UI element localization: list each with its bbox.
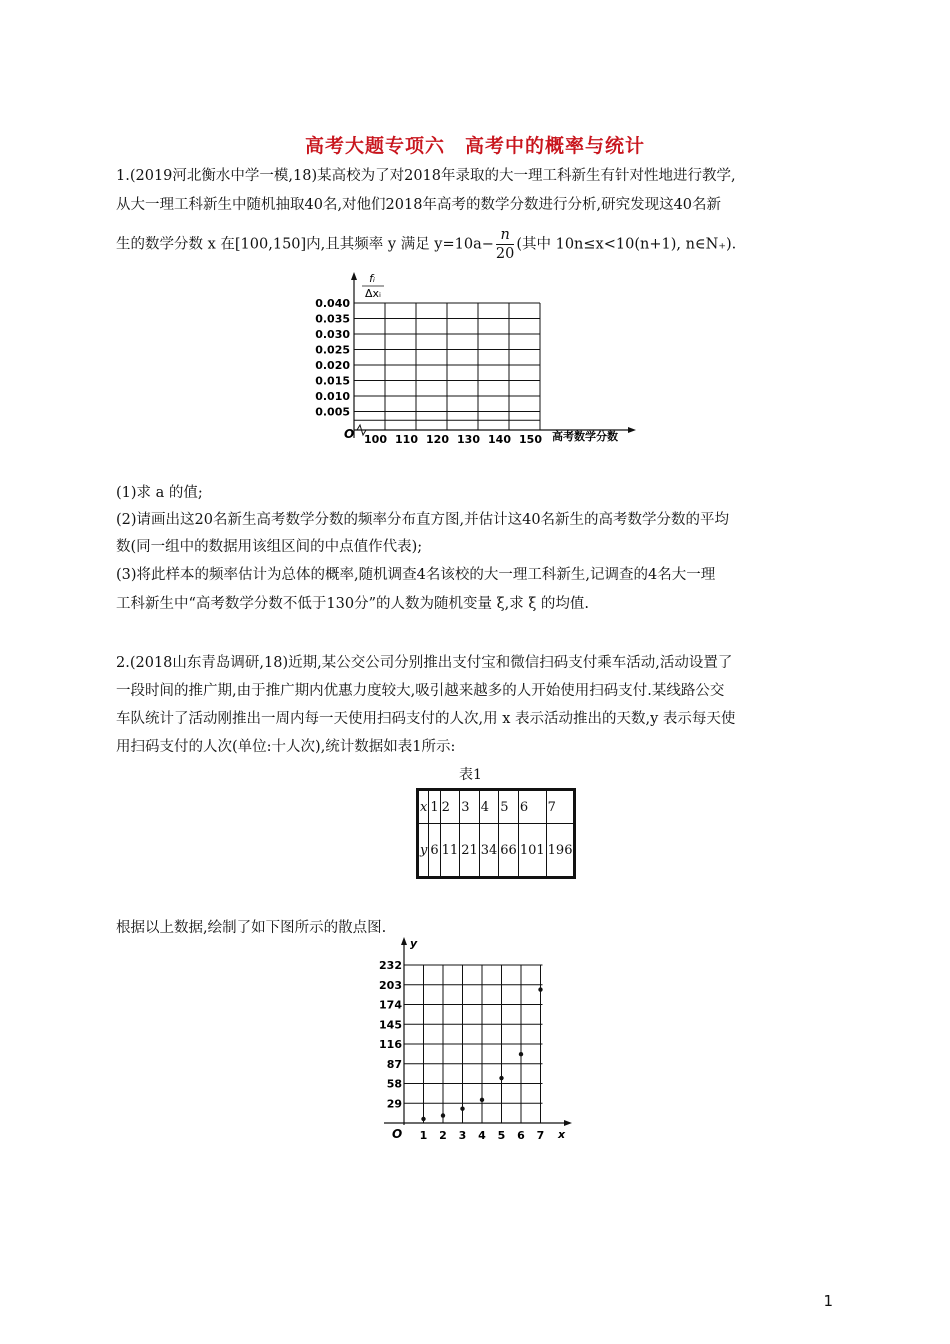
grid: [404, 965, 543, 1123]
histogram-grid-chart: [300, 268, 650, 448]
table-row-y: [418, 824, 575, 878]
table-cell: 196: [546, 824, 575, 878]
scatter-point: [421, 1117, 425, 1121]
q2-line2: 一段时间的推广期,由于推广期内优惠力度较大,吸引越来越多的人开始使用扫码支付.某线路公交: [116, 683, 725, 699]
q1-line1: 1.(2019河北衡水中学一模,18)某高校为了对2018年录取的大一理工科新生有针对性地进行教学,: [116, 168, 736, 184]
y-tick-label: 0.015: [315, 374, 350, 388]
y-tick-label: 0.025: [315, 343, 350, 357]
scatter-chart: [370, 935, 580, 1150]
q1-line3-a: 生的数学分数 x 在[100,150]内,且其频率 y 满足 y=10a−: [116, 236, 494, 253]
origin-label: O: [344, 427, 355, 441]
table-caption: 表1: [459, 767, 482, 783]
y-tick-label: 174: [379, 998, 402, 1012]
table-cell: 1: [429, 790, 440, 824]
x-tick-label: 5: [497, 1129, 506, 1142]
table-cell: 34: [479, 824, 499, 878]
y-axis-arrow-icon: [351, 272, 357, 280]
x-tick-label: 7: [536, 1129, 545, 1142]
table-cell: 21: [460, 824, 480, 878]
table-cell: 66: [499, 824, 519, 878]
y-tick-label: 0.010: [315, 390, 350, 403]
x-tick-label: 2: [439, 1129, 447, 1142]
table-cell: 11: [440, 824, 460, 878]
scatter-point: [441, 1113, 445, 1117]
q1-line3: [116, 226, 736, 263]
y-tick-label: 203: [379, 978, 402, 992]
q1-sub2-line1: (2)请画出这20名新生高考数学分数的频率分布直方图,并估计这40名新生的高考数学分数的平均: [116, 512, 730, 528]
origin-label: O: [392, 1127, 403, 1141]
fraction-denominator: 20: [495, 246, 515, 262]
table-row-x: [418, 790, 575, 824]
q2-after-text: 根据以上数据,绘制了如下图所示的散点图.: [116, 920, 387, 936]
x-tick-label: 120: [426, 433, 449, 446]
scatter-point: [538, 987, 542, 991]
y-label-numerator: fᵢ: [369, 272, 375, 285]
scatter-point: [499, 1076, 503, 1080]
y-tick-label: 0.020: [315, 359, 350, 372]
scatter-point: [480, 1098, 484, 1102]
x-tick-labels: [364, 433, 542, 446]
y-tick-label: 0.040: [315, 297, 350, 310]
table-cell: 3: [460, 790, 480, 824]
x-tick-label: 4: [478, 1129, 486, 1142]
q1-line3-b: (其中 10n≤x<10(n+1), n∈N₊).: [516, 236, 737, 253]
q2-line3: 车队统计了活动刚推出一周内每一天使用扫码支付的人次,用 x 表示活动推出的天数,y 表示每天使: [116, 711, 736, 727]
x-tick-label: 3: [458, 1129, 467, 1142]
y-tick-label: 58: [386, 1077, 402, 1091]
table-cell: 7: [546, 790, 575, 824]
table-cell: 5: [499, 790, 519, 824]
x-axis-arrow-icon: [628, 427, 636, 433]
q2-line4: 用扫码支付的人次(单位:十人次),统计数据如表1所示:: [116, 739, 456, 755]
y-axis-arrow-icon: [401, 937, 407, 945]
x-axis-label: x: [558, 1128, 566, 1141]
fraction: [496, 226, 514, 263]
y-label-denominator: Δxᵢ: [364, 287, 382, 300]
y-tick-label: 87: [386, 1057, 402, 1071]
x-tick-label: 6: [517, 1129, 525, 1142]
x-tick-label: 110: [395, 433, 418, 446]
data-table: [416, 788, 576, 879]
y-axis-label: y: [410, 937, 418, 950]
y-tick-label: 232: [379, 959, 402, 972]
x-tick-label: 140: [488, 433, 511, 446]
grid: [354, 303, 540, 430]
y-tick-label: 116: [379, 1038, 402, 1051]
x-tick-label: 100: [364, 433, 387, 446]
y-tick-labels: [379, 959, 402, 1110]
y-tick-label: 145: [379, 1018, 402, 1032]
q1-sub1: (1)求 a 的值;: [116, 485, 203, 501]
y-tick-label: 0.030: [315, 328, 350, 341]
q1-sub3-line1: (3)将此样本的频率估计为总体的概率,随机调查4名该校的大一理工科新生,记调查的4名大一理: [116, 567, 716, 583]
page-title: 高考大题专项六 高考中的概率与统计: [304, 135, 645, 157]
table-header-y: y: [418, 824, 429, 878]
q2-line1: 2.(2018山东青岛调研,18)近期,某公交公司分别推出支付宝和微信扫码支付乘车活动,活动设置了: [116, 655, 733, 671]
y-tick-labels: [315, 297, 350, 419]
scatter-point: [519, 1052, 523, 1056]
q1-line2: 从大一理工科新生中随机抽取40名,对他们2018年高考的数学分数进行分析,研究发现这40名新: [116, 197, 722, 213]
q1-sub2-line2: 数(同一组中的数据用该组区间的中点值作代表);: [116, 539, 423, 555]
table-cell: 6: [518, 790, 546, 824]
table-header-x: x: [418, 790, 429, 824]
y-tick-label: 29: [386, 1097, 402, 1111]
x-tick-label: 1: [419, 1129, 428, 1142]
fraction-numerator: n: [496, 226, 514, 245]
x-tick-labels: [420, 1129, 545, 1142]
x-tick-label: 150: [519, 433, 542, 446]
scatter-point: [460, 1106, 464, 1110]
table-cell: 6: [429, 824, 440, 878]
x-tick-label: 130: [457, 433, 480, 446]
table-cell: 4: [479, 790, 499, 824]
q1-sub3-line2: 工科新生中“高考数学分数不低于130分”的人数为随机变量 ξ,求 ξ 的均值.: [116, 596, 590, 612]
page-number: 1: [823, 1292, 833, 1310]
y-tick-label: 0.035: [315, 312, 350, 326]
table-cell: 2: [440, 790, 460, 824]
x-axis-label: 高考数学分数: [552, 430, 618, 443]
y-tick-label: 0.005: [315, 405, 350, 419]
table-cell: 101: [518, 824, 546, 878]
x-axis-arrow-icon: [564, 1120, 572, 1126]
